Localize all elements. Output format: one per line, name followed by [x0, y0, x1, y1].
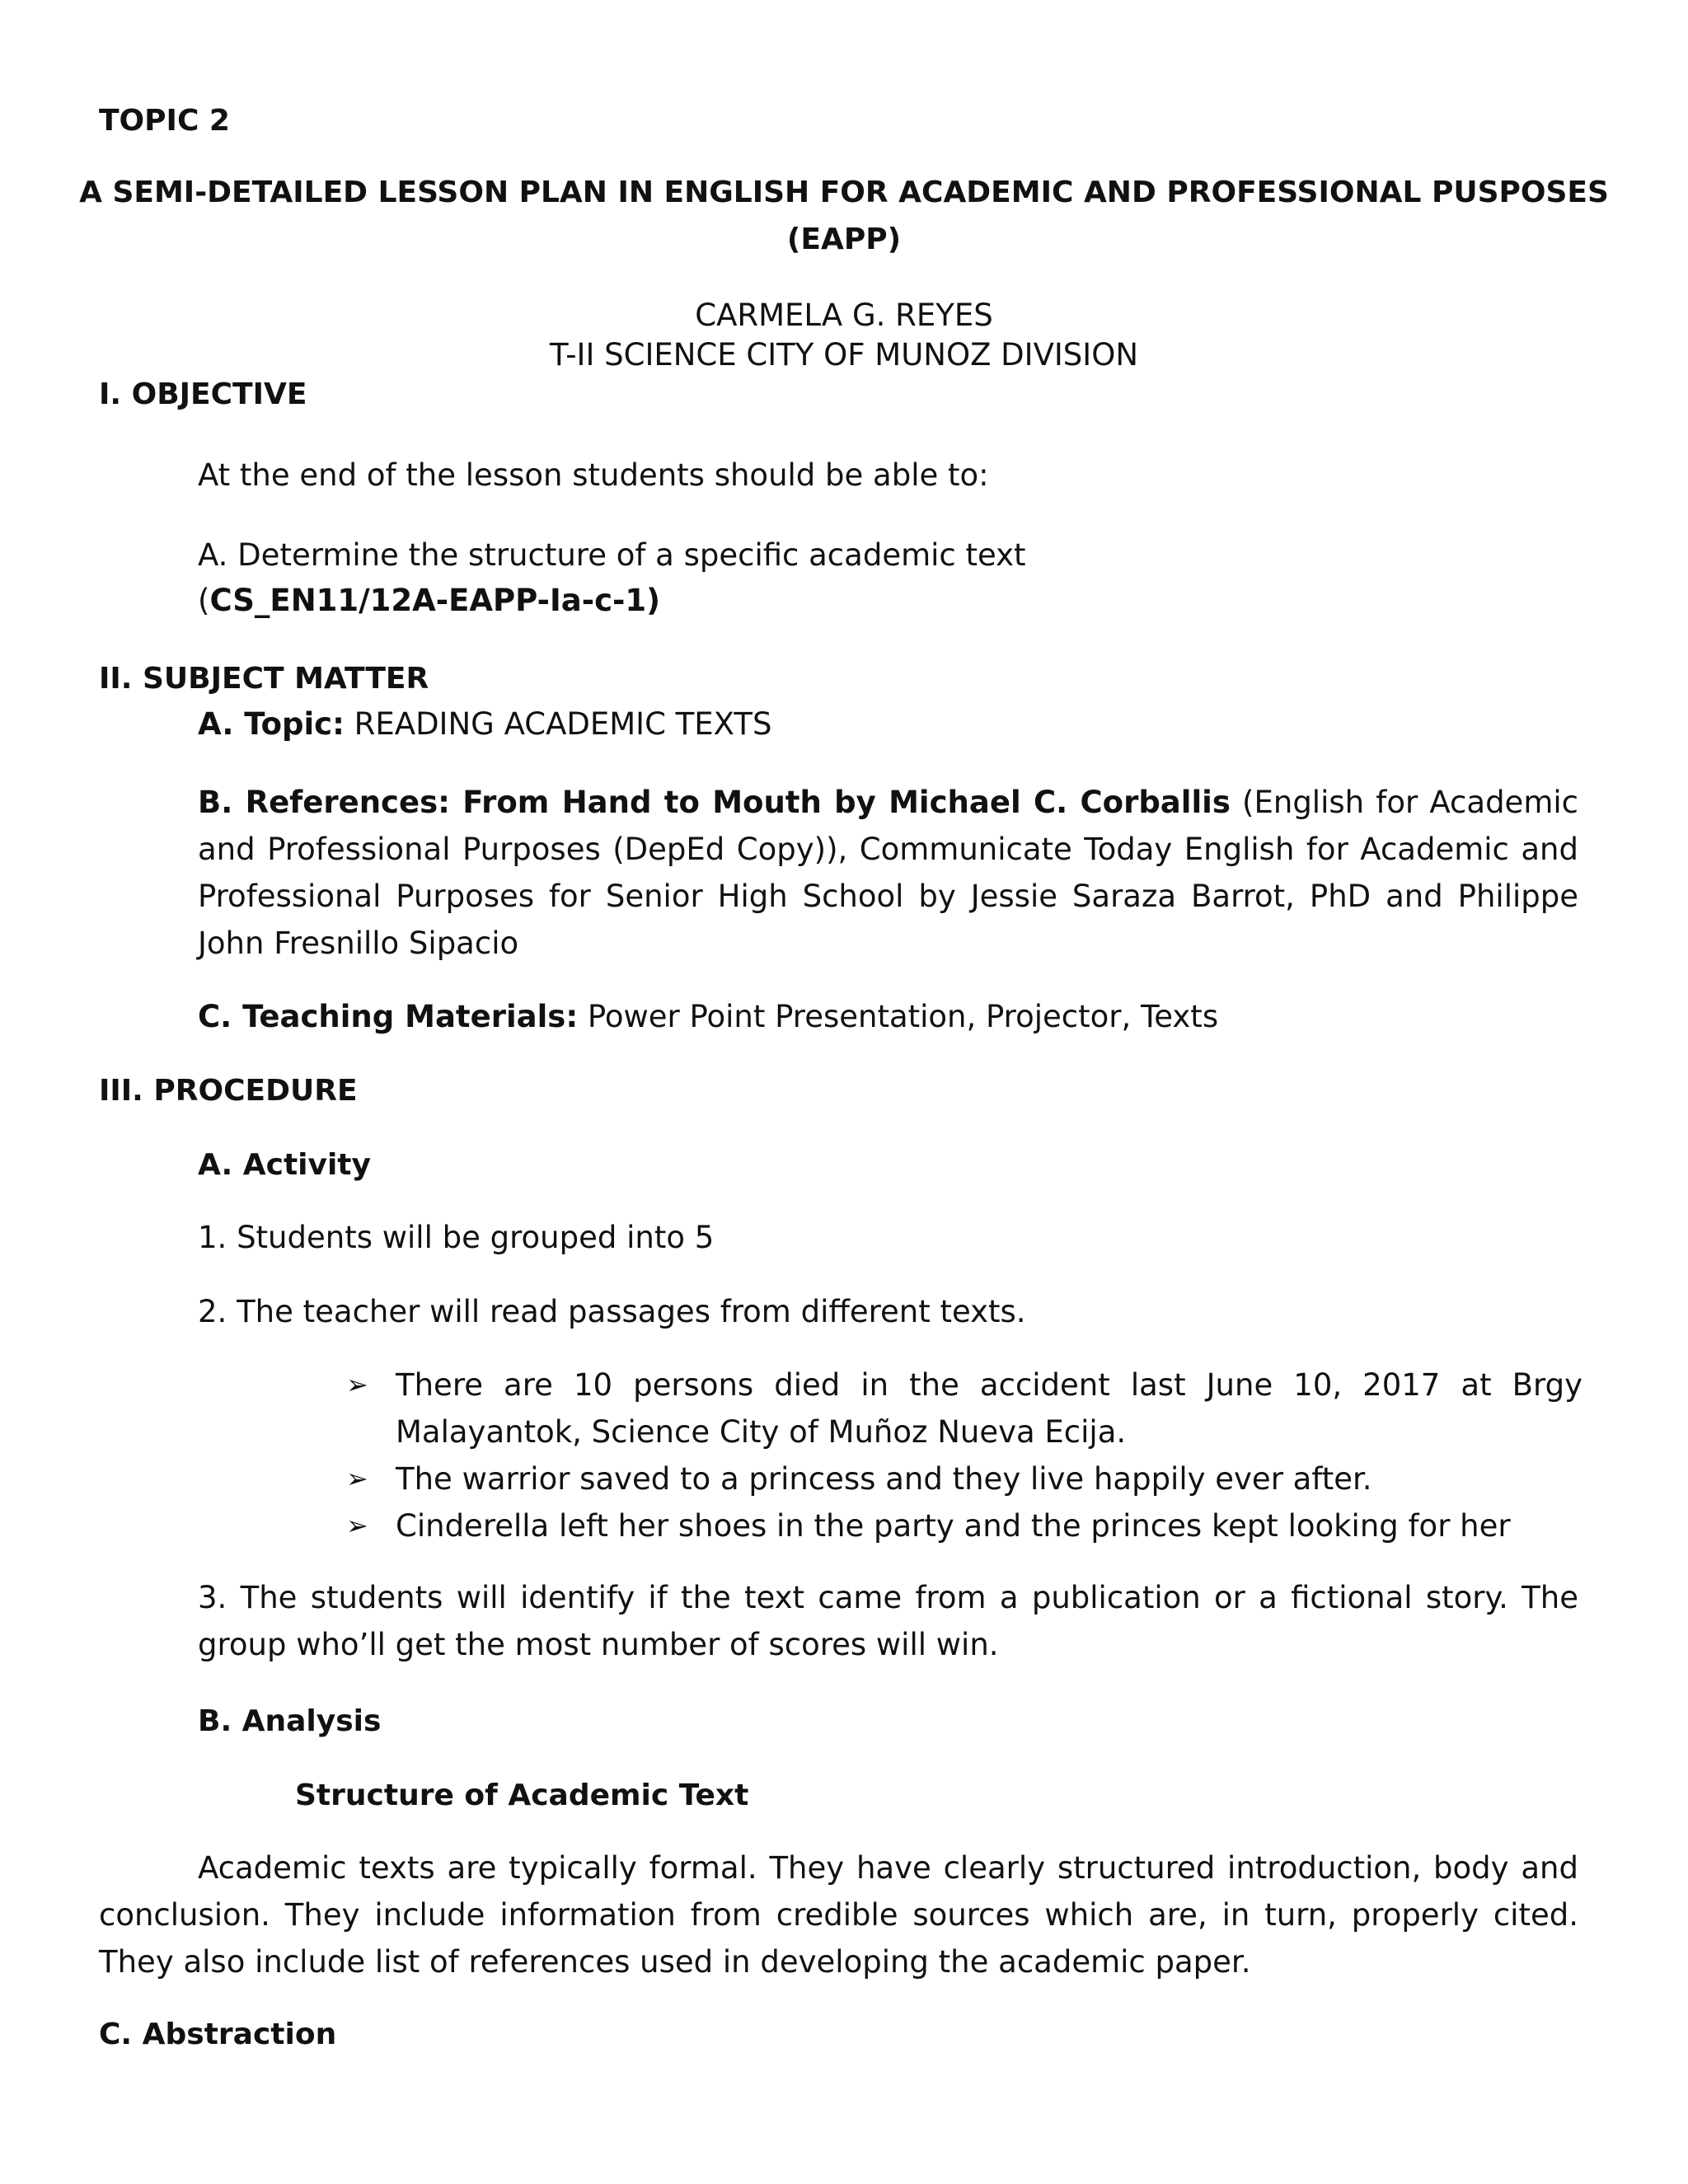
objective-item-a: A. Determine the structure of a specific academic text: [198, 537, 1026, 573]
subject-matter-heading: II. SUBJECT MATTER: [99, 662, 429, 696]
references-paragraph: [198, 779, 1578, 967]
references-value: (English for Academic and Professional Purposes (DepEd Copy)), Communicate Today English for Academic and Professional Purposes for Senior High School by Jessie Saraza Barrot, PhD and Philippe John Fresnillo Sipacio: [198, 785, 1578, 961]
objective-intro: At the end of the lesson students should be able to:: [198, 457, 989, 493]
abstraction-heading: C. Abstraction: [99, 2018, 337, 2051]
references-label: B. References: From Hand to Mouth by Michael C. Corballis: [198, 785, 1231, 820]
list-item: [346, 1502, 1582, 1549]
activity-step-2: 2. The teacher will read passages from different texts.: [198, 1294, 1026, 1329]
analysis-paragraph: Academic texts are typically formal. They have clearly structured introduction, body and conclusion. They include information from credible sources which are, in turn, properly cited. They also include list of references used in developing the academic paper.: [99, 1850, 1578, 1980]
bullet-text: Cinderella left her shoes in the party and the princes kept looking for her: [396, 1508, 1511, 1544]
topic-line: [198, 701, 771, 748]
author-position: T-II SCIENCE CITY OF MUNOZ DIVISION: [549, 337, 1139, 373]
activity-step-1: 1. Students will be grouped into 5: [198, 1220, 715, 1255]
analysis-subheading: Structure of Academic Text: [295, 1779, 749, 1812]
activity-step-3: 3. The students will identify if the text came from a publication or a fictional story. The group who’ll get the most number of scores will win.: [198, 1580, 1578, 1662]
competency-code: [198, 577, 660, 624]
author-name: CARMELA G. REYES: [695, 298, 993, 333]
bullet-text: The warrior saved to a princess and they live happily ever after.: [396, 1461, 1372, 1497]
materials-line: [198, 993, 1218, 1040]
materials-label: C. Teaching Materials:: [198, 999, 579, 1034]
arrow-bullet-icon: ➢: [346, 1510, 368, 1541]
objective-heading: I. OBJECTIVE: [99, 377, 307, 411]
arrow-bullet-icon: ➢: [346, 1369, 368, 1400]
list-item: [346, 1455, 1582, 1502]
title-line-1: A SEMI-DETAILED LESSON PLAN IN ENGLISH FOR ACADEMIC AND PROFESSIONAL PUSPOSES: [79, 176, 1609, 209]
activity-heading: A. Activity: [198, 1148, 371, 1182]
code-open-paren: (: [198, 583, 210, 618]
title-line-2: (EAPP): [786, 223, 902, 256]
procedure-heading: III. PROCEDURE: [99, 1074, 358, 1108]
topic-label: TOPIC 2: [99, 104, 230, 138]
list-item: [346, 1361, 1582, 1455]
bullet-text: There are 10 persons died in the accident last June 10, 2017 at Brgy Malayantok, Science City of Muñoz Nueva Ecija.: [396, 1367, 1582, 1450]
code-text: CS_EN11/12A-EAPP-Ia-c-1): [209, 583, 661, 618]
topic-field-label: A. Topic:: [198, 706, 345, 742]
materials-value: Power Point Presentation, Projector, Texts: [578, 999, 1219, 1034]
arrow-bullet-icon: ➢: [346, 1463, 368, 1494]
topic-field-value: READING ACADEMIC TEXTS: [344, 706, 772, 742]
analysis-heading: B. Analysis: [198, 1704, 382, 1738]
